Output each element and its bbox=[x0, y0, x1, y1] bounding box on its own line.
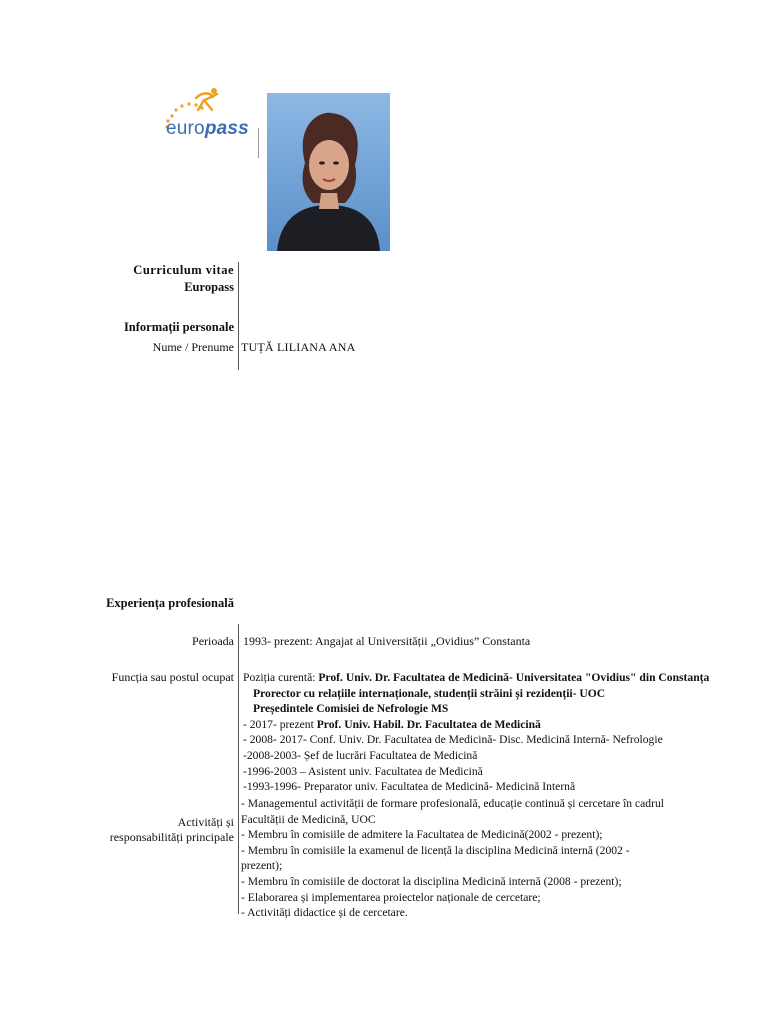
position-line: -1993-1996- Preparator univ. Facultatea de Medicină- Medicină Internă bbox=[243, 780, 576, 794]
activity-line: - Elaborarea și implementarea proiectelor naționale de cercetare; bbox=[241, 890, 541, 904]
position-line: Prorector cu relațiile internaționale, studenții străini și rezidenții- UOC bbox=[253, 686, 606, 700]
divider-section-2 bbox=[238, 624, 239, 914]
period-label: Perioada bbox=[192, 634, 234, 648]
europass-logo-text: europass bbox=[166, 118, 249, 139]
position-line: Președintele Comisiei de Nefrologie MS bbox=[253, 702, 449, 716]
position-line: - 2017- prezent Prof. Univ. Habil. Dr. Facultatea de Medicină bbox=[243, 717, 541, 731]
name-value: TUȚĂ LILIANA ANA bbox=[241, 340, 356, 354]
activity-line: - Activități didactice și de cercetare. bbox=[241, 906, 408, 920]
position-line: - 2008- 2017- Conf. Univ. Dr. Facultatea de Medicină- Disc. Medicină Internă- Nefrologie bbox=[243, 733, 663, 747]
activity-line: - Membru în comisiile de doctorat la disciplina Medicină internă (2008 - prezent); bbox=[241, 874, 622, 888]
divider-section-1 bbox=[238, 262, 239, 370]
activity-line: Facultății de Medicină, UOC bbox=[241, 812, 376, 826]
activities-lines bbox=[241, 796, 664, 921]
experience-heading: Experiența profesională bbox=[106, 596, 234, 610]
cv-title-line1: Curriculum vitae bbox=[133, 263, 234, 277]
position-line: -1996-2003 – Asistent univ. Facultatea de Medicină bbox=[243, 764, 483, 778]
activities-label-1: Activități și bbox=[177, 815, 234, 829]
position-lines bbox=[243, 670, 709, 795]
activity-line: - Membru în comisiile la examenul de licență la disciplina Medicină internă (2002 - bbox=[241, 843, 630, 857]
activity-line: prezent); bbox=[241, 859, 283, 873]
position-line: -2008-2003- Șef de lucrări Facultatea de Medicină bbox=[243, 748, 478, 762]
activity-line: - Membru în comisiile de admitere la Facultatea de Medicină(2002 - prezent); bbox=[241, 828, 603, 842]
profile-photo bbox=[267, 93, 390, 251]
position-label: Funcția sau postul ocupat bbox=[111, 670, 234, 684]
name-label: Nume / Prenume bbox=[152, 340, 234, 354]
cv-title-line2: Europass bbox=[184, 280, 234, 294]
period-value: 1993- prezent: Angajat al Universității „Ovidius” Constanta bbox=[243, 634, 531, 648]
activity-line: - Managementul activității de formare profesională, educație continuă și cercetare în cadrul bbox=[241, 797, 664, 810]
divider-top bbox=[258, 128, 259, 158]
personal-info-heading: Informații personale bbox=[123, 320, 234, 334]
activities-label-2: responsabilități principale bbox=[109, 830, 234, 844]
position-line: Poziția curentă: Prof. Univ. Dr. Facultatea de Medicină- Universitatea "Ovidius" din Constanța bbox=[243, 671, 710, 684]
